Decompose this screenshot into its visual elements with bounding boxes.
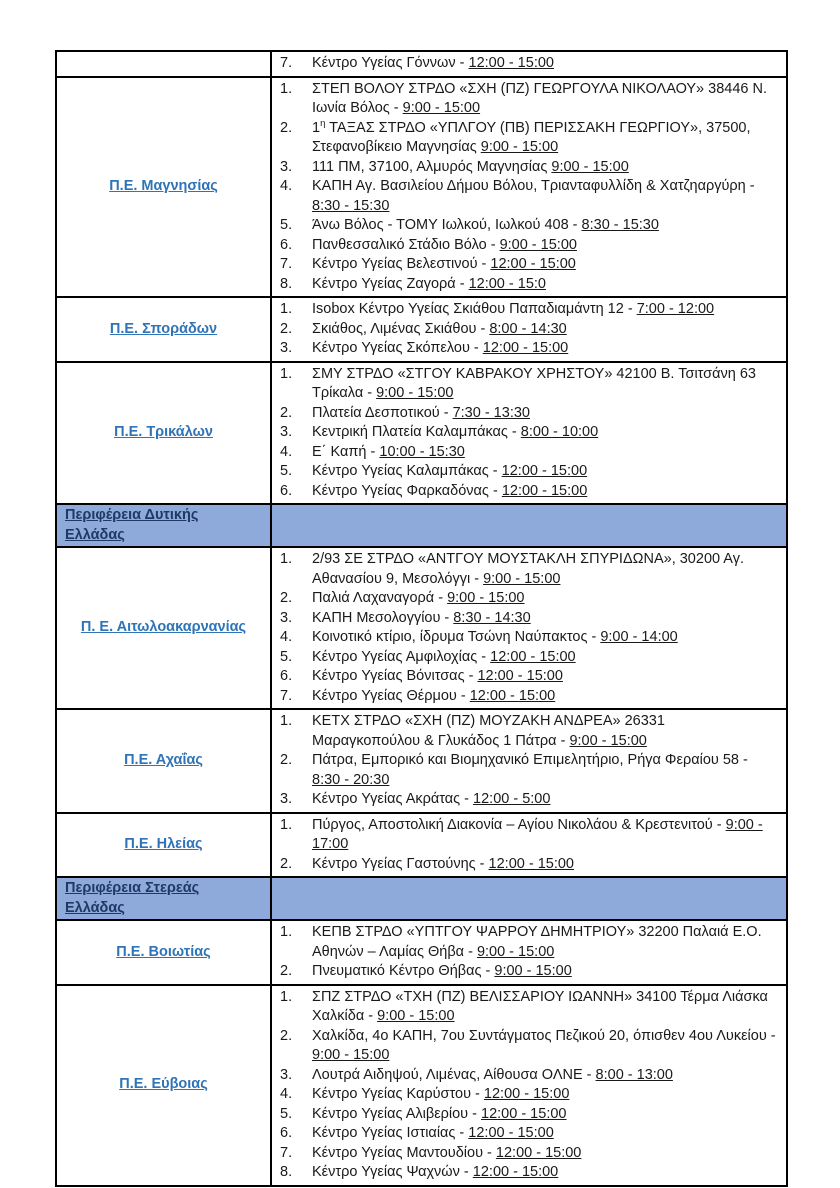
opening-hours: 12:00 - 15:00	[483, 1086, 570, 1102]
list-item	[280, 1144, 778, 1164]
list-item	[280, 667, 778, 687]
opening-hours: 12:00 - 5:00	[473, 791, 551, 807]
region-label[interactable]: Π.Ε. Ηλείας	[124, 836, 203, 852]
list-item-text: $1^\eta$ ΤΑΞΑΣ ΣΤΡΔΟ «ΥΠΛΓΟΥ (ΠΒ) ΠΕΡΙΣΣΑΚΗ ΓΕΩΡΓΙΟΥ», 37500, Στεφανοβίκειο Μαγνησίας 9:00 - 15:00	[312, 117, 751, 155]
opening-hours: 9:00 - 15:00	[376, 385, 454, 401]
list-item-text: Κοινοτικό κτίριο, ίδρυμα Τσώνη Ναύπακτος - 9:00 - 14:00	[312, 629, 678, 645]
list-item-number: 2.	[280, 752, 293, 768]
opening-hours: 9:00 - 15:00	[476, 943, 555, 960]
list-item-text: Ε΄ Καπή - 10:00 - 15:30	[312, 443, 465, 460]
opening-hours: 8:00 - 10:00	[520, 424, 599, 440]
list-item-text: ΣΠΖ ΣΤΡΔΟ «ΤΧΗ (ΠΖ) ΒΕΛΙΣΣΑΡΙΟΥ ΙΩΑΝΝΗ» 34100 Τέρμα Λιάσκα Χαλκίδα - 9:00 - 15:00	[312, 988, 768, 1024]
list-item	[280, 54, 778, 74]
list-item-text: Σκιάθος, Λιμένας Σκιάθου - 8:00 - 14:30	[312, 320, 567, 337]
list-item	[280, 550, 778, 589]
list-item-text: Κέντρο Υγείας Σκόπελου - 12:00 - 15:00	[312, 340, 569, 356]
list-item-number: 1.	[280, 301, 293, 317]
region-label[interactable]: Π.Ε. Αχαΐας	[124, 752, 203, 768]
list-item	[280, 1066, 778, 1086]
list-item-number: 1.	[280, 80, 293, 97]
superscript: η	[320, 117, 326, 129]
list-item-number: 3.	[280, 609, 293, 626]
list-item-text: Κέντρο Υγείας Γόννων - 12:00 - 15:00	[312, 55, 554, 71]
list-item	[280, 443, 778, 463]
opening-hours: 12:00 - 15:00	[468, 1125, 554, 1141]
opening-hours: 9:00 - 17:00	[312, 816, 763, 852]
list-item-text: Χαλκίδα, 4ο ΚΑΠΗ, 7ου Συντάγματος Πεζικού 20, όπισθεν 4ου Λυκείου - 9:00 - 15:00	[312, 1027, 776, 1063]
list-item-number: 1.	[280, 365, 293, 382]
opening-hours: 9:00 - 15:00	[499, 236, 577, 253]
opening-hours: 12:00 - 15:00	[490, 256, 576, 272]
list-item-text: Πανθεσσαλικό Στάδιο Βόλο - 9:00 - 15:00	[312, 236, 577, 253]
opening-hours: 9:00 - 15:00	[377, 1008, 455, 1024]
list-item-text: Κέντρο Υγείας Βελεστινού - 12:00 - 15:00	[312, 256, 576, 272]
opening-hours: 8:30 - 15:30	[312, 197, 390, 214]
list-item	[280, 462, 778, 482]
list-item-text: ΚΑΠΗ Αγ. Βασιλείου Δήμου Βόλου, Τριανταφυλλίδη & Χατζηαργύρη - 8:30 - 15:30	[312, 178, 755, 214]
list-item	[280, 1124, 778, 1144]
opening-hours: 12:00 - 15:00	[477, 668, 563, 684]
list-item	[280, 609, 778, 629]
list-item	[280, 751, 778, 790]
list-item-number: 7.	[280, 256, 293, 272]
opening-hours: 9:00 - 15:00	[494, 963, 572, 979]
list-item-number: 6.	[280, 236, 293, 253]
opening-hours: 8:00 - 14:30	[489, 320, 567, 337]
locations-cell	[271, 813, 787, 878]
list-item	[280, 236, 778, 256]
region-label[interactable]: Π.Ε. Τρικάλων	[114, 424, 213, 440]
region-cell	[56, 709, 271, 813]
list-item-text: Κέντρο Υγείας Γαστούνης - 12:00 - 15:00	[312, 855, 574, 872]
region-cell	[56, 920, 271, 985]
opening-hours: 12:00 - 15:00	[468, 55, 554, 71]
opening-hours: 9:00 - 15:00	[569, 732, 647, 749]
list-item-number: 2.	[280, 963, 293, 979]
list-item-text: Κέντρο Υγείας Βόνιτσας - 12:00 - 15:00	[312, 668, 563, 684]
opening-hours: 9:00 - 14:00	[600, 629, 678, 645]
list-item-text: Κέντρο Υγείας Μαντουδίου - 12:00 - 15:00	[312, 1144, 582, 1161]
opening-hours: 12:00 - 15:00	[482, 340, 569, 356]
opening-hours: 12:00 - 15:00	[481, 1105, 567, 1122]
list-item-number: 3.	[280, 340, 293, 356]
list-item-text: Κέντρο Υγείας Ακράτας - 12:00 - 5:00	[312, 791, 551, 807]
list-item-number: 8.	[280, 275, 293, 292]
region-cell	[56, 77, 271, 298]
list-item-text: Κέντρο Υγείας Καρύστου - 12:00 - 15:00	[312, 1086, 570, 1102]
region-label[interactable]: Π.Ε. Εύβοιας	[119, 1076, 208, 1093]
opening-hours: 12:00 - 15:00	[490, 648, 576, 665]
opening-hours: 8:30 - 14:30	[453, 609, 531, 626]
list-item	[280, 1105, 778, 1125]
list-item-text: Κεντρική Πλατεία Καλαμπάκας - 8:00 - 10:00	[312, 424, 599, 440]
list-item	[280, 300, 778, 320]
opening-hours: 8:30 - 20:30	[312, 771, 390, 788]
region-row	[56, 77, 787, 298]
section-header-cell-filler	[271, 877, 787, 920]
list-item-number: 7.	[280, 687, 293, 704]
list-item	[280, 923, 778, 962]
list-item-text: ΚΕΤΧ ΣΤΡΔΟ «ΣΧΗ (ΠΖ) ΜΟΥΖΑΚΗ ΑΝΔΡΕΑ» 26331 Μαραγκοπούλου & Γλυκάδος 1 Πάτρα - 9:00 - 15:00	[312, 713, 665, 749]
list-item-number: 5.	[280, 217, 293, 233]
opening-hours: 12:00 - 15:0	[468, 275, 546, 292]
region-cell	[56, 985, 271, 1186]
list-item-text: Πάτρα, Εμπορικό και Βιομηχανικό Επιμελητήριο, Ρήγα Φεραίου 58 - 8:30 - 20:30	[312, 752, 748, 788]
list-item-number: 6.	[280, 1125, 293, 1141]
list-item-text: Κέντρο Υγείας Ζαγορά - 12:00 - 15:0	[312, 275, 546, 292]
list-item-number: 4.	[280, 629, 293, 645]
list-item-number: 2.	[280, 855, 293, 872]
list-item-text: Κέντρο Υγείας Ιστιαίας - 12:00 - 15:00	[312, 1125, 554, 1141]
section-header-label[interactable]: Περιφέρεια Δυτικής Ελλάδας	[65, 507, 199, 543]
region-row	[56, 547, 787, 709]
list-item-text: Isobox Κέντρο Υγείας Σκιάθου Παπαδιαμάντη 12 - 7:00 - 12:00	[312, 301, 715, 317]
list-item	[280, 1027, 778, 1066]
section-header-cell	[56, 504, 271, 547]
list-item	[280, 816, 778, 855]
list-item-number: 2.	[280, 1027, 293, 1044]
locations-cell	[271, 51, 787, 77]
list-item	[280, 423, 778, 443]
list-item	[280, 628, 778, 648]
list-item-number: 2.	[280, 590, 293, 606]
opening-hours: 7:00 - 12:00	[636, 301, 715, 317]
locations-cell	[271, 985, 787, 1186]
section-header-cell-filler	[271, 504, 787, 547]
opening-hours: 9:00 - 15:00	[480, 139, 559, 155]
list-item-text: Κέντρο Υγείας Φαρκαδόνας - 12:00 - 15:00	[312, 482, 588, 499]
list-item	[280, 216, 778, 236]
region-row	[56, 51, 787, 77]
list-item	[280, 482, 778, 502]
locations-cell	[271, 297, 787, 362]
opening-hours: 8:30 - 15:30	[581, 217, 659, 233]
locations-cell	[271, 709, 787, 813]
region-row	[56, 362, 787, 505]
section-header-label[interactable]: Περιφέρεια Στερεάς Ελλάδας	[65, 880, 200, 916]
list-item-number: 4.	[280, 443, 293, 460]
list-item-number: 4.	[280, 1086, 293, 1102]
region-row	[56, 709, 787, 813]
list-item	[280, 275, 778, 295]
region-cell	[56, 51, 271, 77]
list-item	[280, 365, 778, 404]
opening-hours: 9:00 - 15:00	[402, 100, 481, 116]
list-item-number: 6.	[280, 482, 293, 499]
list-item-text: Πλατεία Δεσποτικού - 7:30 - 13:30	[312, 404, 530, 421]
list-item	[280, 404, 778, 424]
list-item	[280, 962, 778, 982]
list-item	[280, 339, 778, 359]
region-label[interactable]: Π.Ε. Βοιωτίας	[116, 943, 211, 960]
list-item	[280, 687, 778, 707]
list-item-number: 5.	[280, 648, 293, 665]
list-item	[280, 80, 778, 119]
opening-hours: 12:00 - 15:00	[469, 687, 556, 704]
list-item-text: Λουτρά Αιδηψού, Λιμένας, Αίθουσα ΟΛΝΕ - 8:00 - 13:00	[312, 1066, 673, 1083]
opening-hours: 8:00 - 13:00	[595, 1066, 673, 1083]
list-item-number: 5.	[280, 463, 293, 479]
list-item	[280, 855, 778, 875]
region-row	[56, 813, 787, 878]
opening-hours: 7:30 - 13:30	[452, 404, 530, 421]
list-item	[280, 177, 778, 216]
health-centers-schedule-table	[55, 50, 788, 1187]
locations-cell	[271, 77, 787, 298]
list-item-number: 7.	[280, 55, 293, 71]
list-item	[280, 988, 778, 1027]
region-row	[56, 297, 787, 362]
list-item-number: 4.	[280, 178, 293, 194]
list-item-number: 1.	[280, 924, 293, 940]
list-item-text: ΣΤΕΠ ΒΟΛΟΥ ΣΤΡΔΟ «ΣΧΗ (ΠΖ) ΓΕΩΡΓΟΥΛΑ ΝΙΚΟΛΑΟΥ» 38446 Ν. Ιωνία Βόλος - 9:00 - 15:00	[312, 80, 767, 116]
region-row	[56, 985, 787, 1186]
region-cell	[56, 362, 271, 505]
list-item-text: Πνευματικό Κέντρο Θήβας - 9:00 - 15:00	[312, 963, 572, 979]
list-item-number: 3.	[280, 791, 293, 807]
section-header-row	[56, 877, 787, 920]
opening-hours: 9:00 - 15:00	[551, 158, 629, 175]
list-item-number: 6.	[280, 668, 293, 684]
opening-hours: 10:00 - 15:30	[379, 443, 465, 460]
region-row	[56, 920, 787, 985]
list-item	[280, 648, 778, 668]
locations-cell	[271, 920, 787, 985]
list-item-number: 2.	[280, 119, 293, 136]
region-label[interactable]: Π.Ε. Σποράδων	[109, 320, 218, 337]
locations-cell	[271, 547, 787, 709]
list-item-number: 1.	[280, 713, 293, 729]
list-item-number: 1.	[280, 988, 293, 1005]
list-item	[280, 589, 778, 609]
list-item-number: 3.	[280, 1066, 293, 1083]
locations-cell	[271, 362, 787, 505]
list-item-text: Κέντρο Υγείας Αμφιλοχίας - 12:00 - 15:00	[312, 648, 576, 665]
list-item	[280, 1085, 778, 1105]
list-item-text: ΚΑΠΗ Μεσολογγίου - 8:30 - 14:30	[312, 609, 531, 626]
opening-hours: 9:00 - 15:00	[483, 570, 561, 587]
list-item-text: Κέντρο Υγείας Ψαχνών - 12:00 - 15:00	[312, 1164, 559, 1180]
list-item	[280, 158, 778, 178]
opening-hours: 12:00 - 15:00	[488, 855, 574, 872]
section-header-row	[56, 504, 787, 547]
list-item-number: 1.	[280, 551, 293, 567]
list-item-number: 8.	[280, 1164, 293, 1180]
opening-hours: 9:00 - 15:00	[312, 1047, 390, 1063]
list-item-text: 2/93 ΣΕ ΣΤΡΔΟ «ΑΝΤΓΟΥ ΜΟΥΣΤΑΚΛΗ ΣΠΥΡΙΔΩΝΑ», 30200 Αγ. Αθανασίου 9, Μεσολόγγι - 9:00 - 15:00	[312, 551, 744, 587]
list-item-text: Παλιά Λαχαναγορά - 9:00 - 15:00	[312, 590, 525, 606]
list-item-number: 2.	[280, 404, 293, 421]
list-item-number: 2.	[280, 320, 293, 337]
list-item-number: 3.	[280, 424, 293, 440]
region-cell	[56, 297, 271, 362]
opening-hours: 9:00 - 15:00	[447, 590, 525, 606]
list-item-text: Κέντρο Υγείας Αλιβερίου - 12:00 - 15:00	[312, 1105, 567, 1122]
list-item-text: ΣΜΥ ΣΤΡΔΟ «ΣΤΓΟΥ ΚΑΒΡΑΚΟΥ ΧΡΗΣΤΟΥ» 42100 Β. Τσιτσάνη 63 Τρίκαλα - 9:00 - 15:00	[312, 365, 756, 401]
opening-hours: 12:00 - 15:00	[501, 463, 588, 479]
list-item-text: Άνω Βόλος - ΤΟΜΥ Ιωλκού, Ιωλκού 408 - 8:30 - 15:30	[312, 217, 659, 233]
opening-hours: 12:00 - 15:00	[472, 1164, 559, 1180]
list-item-text: ΚΕΠΒ ΣΤΡΔΟ «ΥΠΤΓΟΥ ΨΑΡΡΟΥ ΔΗΜΗΤΡΙΟΥ» 32200 Παλαιά Ε.Ο. Αθηνών – Λαμίας Θήβα - 9:00 - 15:00	[312, 924, 762, 960]
list-item-number: 5.	[280, 1105, 293, 1122]
list-item-text: Πύργος, Αποστολική Διακονία – Αγίου Νικολάου & Κρεστενιτού - 9:00 - 17:00	[312, 816, 763, 852]
region-cell	[56, 813, 271, 878]
list-item-text: Κέντρο Υγείας Καλαμπάκας - 12:00 - 15:00	[312, 463, 588, 479]
list-item-text: 111 ΠΜ, 37100, Αλμυρός Μαγνησίας 9:00 - 15:00	[312, 158, 629, 175]
list-item-text: Κέντρο Υγείας Θέρμου - 12:00 - 15:00	[312, 687, 556, 704]
list-item-number: 3.	[280, 158, 293, 175]
region-label[interactable]: Π.Ε. Μαγνησίας	[109, 178, 218, 194]
list-item	[280, 320, 778, 340]
opening-hours: 12:00 - 15:00	[495, 1144, 582, 1161]
list-item	[280, 1163, 778, 1183]
list-item	[280, 790, 778, 810]
list-item-number: 1.	[280, 816, 293, 833]
list-item	[280, 119, 778, 158]
section-header-cell	[56, 877, 271, 920]
opening-hours: 12:00 - 15:00	[501, 482, 588, 499]
region-cell	[56, 547, 271, 709]
list-item-number: 7.	[280, 1144, 293, 1161]
list-item	[280, 712, 778, 751]
region-label[interactable]: Π. Ε. Αιτωλοακαρνανίας	[80, 619, 247, 636]
list-item	[280, 255, 778, 275]
